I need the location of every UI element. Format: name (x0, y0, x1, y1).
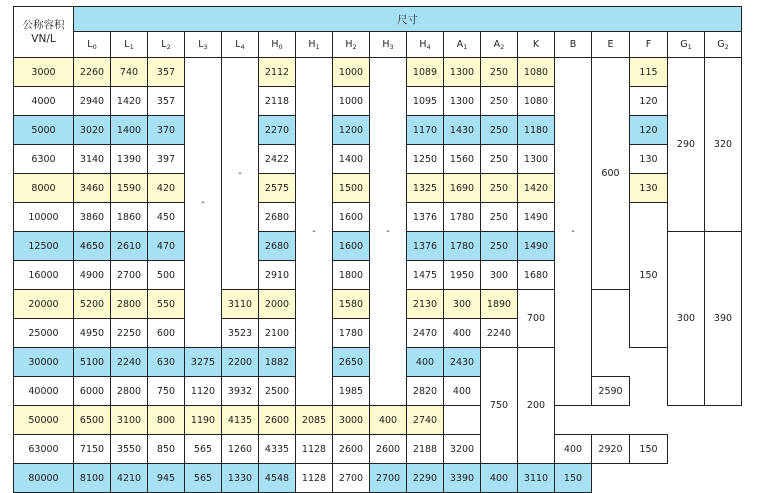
value-cell: 1170 (407, 116, 444, 145)
value-cell: 1080 (518, 58, 555, 87)
value-cell: 2940 (74, 87, 111, 116)
value-cell: 130 (630, 145, 668, 174)
value-cell: 740 (111, 58, 148, 87)
value-cell: 1120 (185, 377, 222, 406)
value-cell: 120 (630, 87, 668, 116)
column-header (222, 32, 259, 58)
value-cell: 2118 (259, 87, 296, 116)
value-cell: 1128 (296, 435, 333, 464)
value-cell: 2680 (259, 232, 296, 261)
dimension-table (13, 6, 742, 493)
column-header-symbol: G (680, 38, 688, 50)
column-header-subscript: 2 (724, 42, 729, 51)
value-cell: 1860 (111, 203, 148, 232)
capacity-cell: 12500 (14, 232, 74, 261)
column-header-symbol: K (532, 39, 540, 50)
column-header-subscript: 0 (92, 42, 97, 51)
value-cell: 2650 (333, 348, 370, 377)
value-cell: 357 (148, 87, 185, 116)
capacity-cell: 50000 (14, 406, 74, 435)
value-cell: 1200 (333, 116, 370, 145)
value-cell: 1330 (222, 464, 259, 493)
value-cell: 1128 (296, 464, 333, 493)
column-header-subscript: 0 (278, 42, 283, 51)
column-header (333, 32, 370, 58)
value-cell: 1780 (444, 232, 481, 261)
table-row (14, 464, 742, 493)
value-cell: 1500 (333, 174, 370, 203)
value-cell: 565 (185, 435, 222, 464)
value-cell: 370 (148, 116, 185, 145)
column-header-symbol: B (569, 39, 577, 50)
value-cell: 1890 (481, 290, 518, 319)
value-cell: 1690 (444, 174, 481, 203)
value-cell: 8100 (74, 464, 111, 493)
value-cell: 6000 (74, 377, 111, 406)
column-header-subscript: 4 (426, 42, 431, 51)
value-cell: 2270 (259, 116, 296, 145)
value-cell: 250 (481, 145, 518, 174)
value-cell: 850 (148, 435, 185, 464)
table-row (14, 58, 742, 87)
value-cell: 2910 (259, 261, 296, 290)
value-cell: 6500 (74, 406, 111, 435)
value-cell: 1376 (407, 203, 444, 232)
column-header-subscript: 1 (315, 42, 320, 51)
value-cell: 400 (370, 406, 407, 435)
value-cell: 7150 (74, 435, 111, 464)
value-cell: 1250 (407, 145, 444, 174)
value-cell: 2470 (407, 319, 444, 348)
column-header (296, 32, 333, 58)
value-cell: 1985 (333, 377, 370, 406)
value-cell: 2250 (111, 319, 148, 348)
value-cell: 2100 (259, 319, 296, 348)
value-cell: 1680 (518, 261, 555, 290)
value-cell: 3200 (444, 435, 481, 464)
column-header-symbol: E (607, 39, 614, 50)
value-cell: 130 (630, 174, 668, 203)
column-header-subscript: 3 (203, 42, 208, 51)
value-cell: 500 (148, 261, 185, 290)
value-cell: 2700 (111, 261, 148, 290)
value-cell: 150 (555, 464, 592, 493)
column-header-subscript: 1 (129, 42, 134, 51)
value-cell: 3020 (74, 116, 111, 145)
column-header-symbol: H (308, 38, 316, 50)
value-cell: - (370, 58, 407, 406)
column-header-subscript: 3 (389, 42, 394, 51)
capacity-cell: 30000 (14, 348, 74, 377)
column-header-symbol: F (645, 39, 652, 50)
column-header (705, 32, 742, 58)
capacity-header-line2: VN/L (31, 33, 56, 45)
value-cell: 2820 (407, 377, 444, 406)
column-header-symbol: G (717, 38, 725, 50)
column-header-subscript: 1 (687, 42, 692, 51)
value-cell: 1190 (185, 406, 222, 435)
value-cell: 4650 (74, 232, 111, 261)
column-header-symbol: L (161, 38, 167, 50)
value-cell: 1800 (333, 261, 370, 290)
value-cell: 4900 (74, 261, 111, 290)
value-cell: 2260 (74, 58, 111, 87)
value-cell: 2590 (592, 377, 630, 406)
value-cell: 150 (630, 203, 668, 348)
value-cell: 1780 (444, 203, 481, 232)
value-cell: 2600 (370, 435, 407, 464)
value-cell: 2422 (259, 145, 296, 174)
value-cell: 2200 (222, 348, 259, 377)
capacity-cell: 8000 (14, 174, 74, 203)
value-cell: 1000 (333, 87, 370, 116)
column-header-symbol: L (235, 38, 241, 50)
column-header-symbol: L (124, 38, 130, 50)
value-cell: 2130 (407, 290, 444, 319)
value-cell: 2680 (259, 203, 296, 232)
value-cell: 3275 (185, 348, 222, 377)
value-cell: 2700 (333, 464, 370, 493)
value-cell: 1325 (407, 174, 444, 203)
value-cell: 2085 (296, 406, 333, 435)
column-header-symbol: L (198, 38, 204, 50)
column-header (518, 32, 555, 58)
column-header (592, 32, 630, 58)
column-header (630, 32, 668, 58)
value-cell: 4135 (222, 406, 259, 435)
value-cell: 400 (444, 377, 481, 406)
capacity-header (14, 7, 74, 58)
table-row (14, 406, 742, 435)
value-cell: 2600 (333, 435, 370, 464)
value-cell: 1430 (444, 116, 481, 145)
value-cell: 1400 (333, 145, 370, 174)
value-cell: 150 (630, 435, 668, 464)
value-cell: 1180 (518, 116, 555, 145)
column-header (481, 32, 518, 58)
value-cell: 1376 (407, 232, 444, 261)
value-cell: - (555, 58, 592, 406)
column-header (444, 32, 481, 58)
value-cell: 2430 (444, 348, 481, 377)
value-cell: 390 (705, 232, 742, 406)
value-cell: 2740 (407, 406, 444, 435)
value-cell: 250 (481, 174, 518, 203)
value-cell: 250 (481, 87, 518, 116)
value-cell: 3550 (111, 435, 148, 464)
value-cell: 300 (668, 232, 705, 406)
value-cell: 1490 (518, 203, 555, 232)
value-cell: 1000 (333, 58, 370, 87)
column-header (555, 32, 592, 58)
value-cell: 565 (185, 464, 222, 493)
capacity-cell: 16000 (14, 261, 74, 290)
value-cell: 1600 (333, 203, 370, 232)
value-cell: 3110 (518, 464, 555, 493)
value-cell: 115 (630, 58, 668, 87)
value-cell: 750 (481, 348, 518, 464)
value-cell: 1475 (407, 261, 444, 290)
value-cell: 2800 (111, 290, 148, 319)
capacity-cell: 5000 (14, 116, 74, 145)
value-cell: 600 (148, 319, 185, 348)
value-cell: 2290 (407, 464, 444, 493)
value-cell: 1580 (333, 290, 370, 319)
value-cell: 120 (630, 116, 668, 145)
value-cell: - (185, 58, 222, 348)
column-header (185, 32, 222, 58)
column-header-symbol: H (382, 38, 390, 50)
value-cell: 4950 (74, 319, 111, 348)
value-cell: 1420 (518, 174, 555, 203)
value-cell: - (296, 58, 333, 406)
value-cell: 2600 (259, 406, 296, 435)
column-header (259, 32, 296, 58)
value-cell: 3110 (222, 290, 259, 319)
value-cell: 2500 (259, 377, 296, 406)
value-cell: 1882 (259, 348, 296, 377)
capacity-cell: 25000 (14, 319, 74, 348)
value-cell: 2240 (111, 348, 148, 377)
value-cell: 1950 (444, 261, 481, 290)
capacity-cell: 3000 (14, 58, 74, 87)
value-cell: 2188 (407, 435, 444, 464)
value-cell: 290 (668, 58, 705, 232)
value-cell: 3000 (333, 406, 370, 435)
column-header-symbol: H (271, 38, 279, 50)
value-cell: 1095 (407, 87, 444, 116)
column-header-symbol: H (419, 38, 427, 50)
value-cell: 300 (481, 261, 518, 290)
capacity-cell: 6300 (14, 145, 74, 174)
value-cell: 2610 (111, 232, 148, 261)
value-cell: 250 (481, 203, 518, 232)
dimension-header: 尺寸 (74, 7, 742, 32)
value-cell: 250 (481, 58, 518, 87)
column-header-subscript: 1 (463, 42, 468, 51)
value-cell: 1300 (444, 87, 481, 116)
value-cell: 4548 (259, 464, 296, 493)
value-cell: 1600 (333, 232, 370, 261)
value-cell: 630 (148, 348, 185, 377)
value-cell: 400 (481, 464, 518, 493)
capacity-cell: 63000 (14, 435, 74, 464)
value-cell: 357 (148, 58, 185, 87)
value-cell: 945 (148, 464, 185, 493)
column-header-symbol: A (456, 38, 464, 50)
value-cell: 250 (481, 116, 518, 145)
table-row (14, 435, 742, 464)
column-header (370, 32, 407, 58)
value-cell: 450 (148, 203, 185, 232)
value-cell: 397 (148, 145, 185, 174)
value-cell: 1490 (518, 232, 555, 261)
value-cell: 3140 (74, 145, 111, 174)
column-header (148, 32, 185, 58)
value-cell: 700 (518, 290, 555, 348)
value-cell: 5200 (74, 290, 111, 319)
value-cell: 1390 (111, 145, 148, 174)
value-cell: 1590 (111, 174, 148, 203)
column-header-subscript: 2 (166, 42, 171, 51)
capacity-cell: 80000 (14, 464, 74, 493)
value-cell: 1780 (333, 319, 370, 348)
value-cell: 400 (555, 435, 592, 464)
value-cell: 2800 (111, 377, 148, 406)
value-cell: 3390 (444, 464, 481, 493)
value-cell: 2112 (259, 58, 296, 87)
value-cell: 200 (518, 348, 555, 464)
value-cell: 1420 (111, 87, 148, 116)
value-cell: 5100 (74, 348, 111, 377)
column-header (111, 32, 148, 58)
value-cell: 320 (705, 58, 742, 232)
value-cell: 4335 (259, 435, 296, 464)
column-header (668, 32, 705, 58)
value-cell: 400 (444, 319, 481, 348)
value-cell: 1560 (444, 145, 481, 174)
value-cell: 3460 (74, 174, 111, 203)
capacity-header-line1: 公称容积 (22, 19, 65, 31)
value-cell: 4210 (111, 464, 148, 493)
value-cell: 420 (148, 174, 185, 203)
value-cell: 600 (592, 58, 630, 290)
column-header-symbol: A (493, 38, 501, 50)
capacity-cell: 40000 (14, 377, 74, 406)
column-header-subscript: 4 (240, 42, 245, 51)
value-cell: 750 (148, 377, 185, 406)
value-cell: - (222, 58, 259, 290)
value-cell: 1300 (444, 58, 481, 87)
value-cell: 300 (444, 290, 481, 319)
value-cell: 800 (148, 406, 185, 435)
value-cell: 1300 (518, 145, 555, 174)
column-header-symbol: L (87, 38, 93, 50)
value-cell: 1080 (518, 87, 555, 116)
column-header-subscript: 2 (352, 42, 357, 51)
value-cell: 1260 (222, 435, 259, 464)
value-cell: 2575 (259, 174, 296, 203)
value-cell: 2920 (592, 435, 630, 464)
column-header-subscript: 2 (500, 42, 505, 51)
value-cell: 1089 (407, 58, 444, 87)
value-cell: 3860 (74, 203, 111, 232)
value-cell: 550 (148, 290, 185, 319)
value-cell: 3523 (222, 319, 259, 348)
value-cell: 1400 (111, 116, 148, 145)
value-cell: 2000 (259, 290, 296, 319)
column-header (407, 32, 444, 58)
column-header (74, 32, 111, 58)
value-cell: 3100 (111, 406, 148, 435)
value-cell: 2700 (370, 464, 407, 493)
capacity-cell: 4000 (14, 87, 74, 116)
capacity-cell: 20000 (14, 290, 74, 319)
capacity-cell: 10000 (14, 203, 74, 232)
value-cell: 3932 (222, 377, 259, 406)
value-cell: 250 (481, 232, 518, 261)
value-cell: 400 (407, 348, 444, 377)
column-header-symbol: H (345, 38, 353, 50)
value-cell: 470 (148, 232, 185, 261)
value-cell: 2240 (481, 319, 518, 348)
